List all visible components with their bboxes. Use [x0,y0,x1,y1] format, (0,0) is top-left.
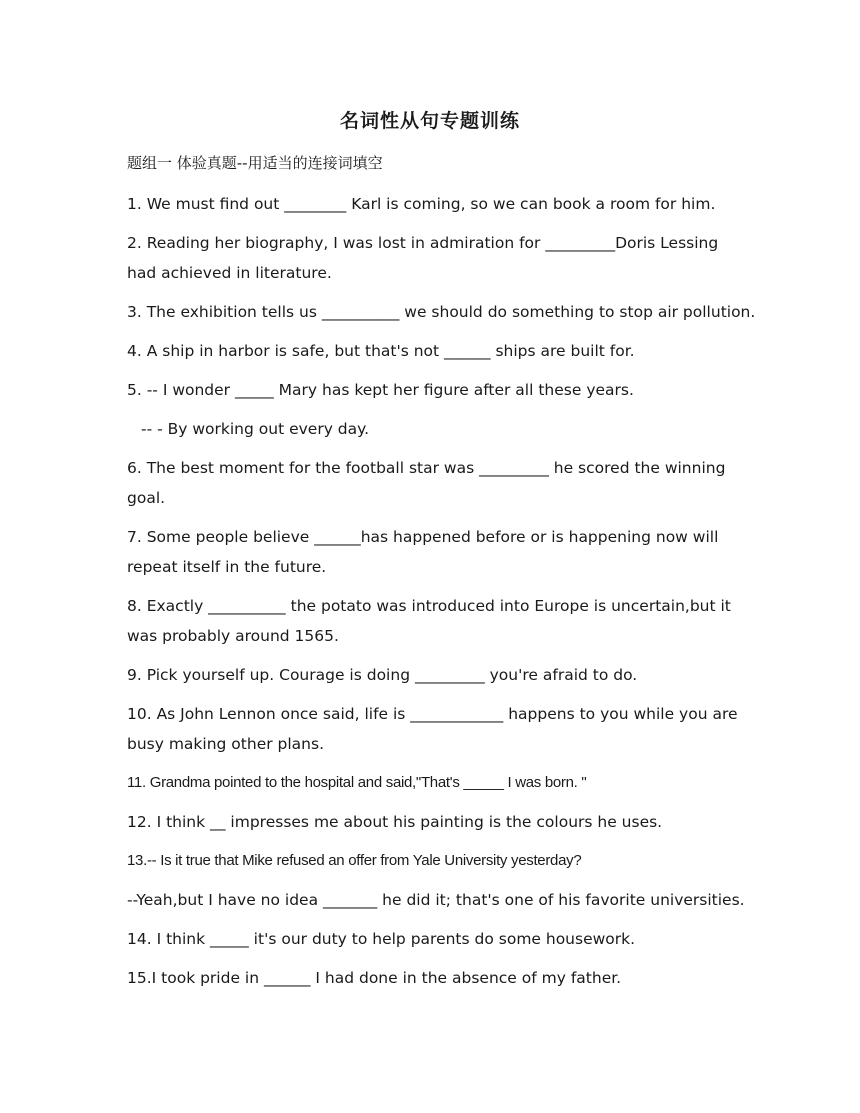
question-10: 10. As John Lennon once said, life is ____________ happens to you while you are busy making other plans. [127,705,738,753]
question-14: 14. I think _____ it's our duty to help parents do some housework. [127,930,636,948]
question-12: 12. I think __ impresses me about his painting is the colours he uses. [127,813,663,831]
question-9: 9. Pick yourself up. Courage is doing _________ you're afraid to do. [127,666,638,684]
question-8: 8. Exactly __________ the potato was introduced into Europe is uncertain,but it was probably around 1565. [127,597,731,645]
question-6: 6. The best moment for the football star was _________ he scored the winning goal. [127,459,726,507]
question-list [127,189,756,1002]
page-title: 名词性从句专题训练 [339,110,520,132]
question-3: 3. The exhibition tells us __________ we should do something to stop air pollution. [127,303,756,321]
question-13: 13.-- Is it true that Mike refused an offer from Yale University yesterday? [127,852,582,869]
question-13-answer: --Yeah,but I have no idea _______ he did it; that's one of his favorite universities. [127,891,745,909]
question-4: 4. A ship in harbor is safe, but that's not ______ ships are built for. [127,342,635,360]
question-11: 11. Grandma pointed to the hospital and said,"That's _____ I was born. " [127,774,587,791]
question-5: 5. -- I wonder _____ Mary has kept her figure after all these years. [127,381,634,399]
question-15: 15.I took pride in ______ I had done in the absence of my father. [127,969,622,987]
question-1: 1. We must find out ________ Karl is coming, so we can book a room for him. [127,195,716,213]
question-7: 7. Some people believe ______has happened before or is happening now will repeat itself in the future. [127,528,719,576]
question-2: 2. Reading her biography, I was lost in admiration for _________Doris Lessing had achieved in literature. [127,234,719,282]
question-5-answer: -- - By working out every day. [141,420,370,438]
section-heading: 题组一 体验真题--用适当的连接词填空 [127,154,383,172]
